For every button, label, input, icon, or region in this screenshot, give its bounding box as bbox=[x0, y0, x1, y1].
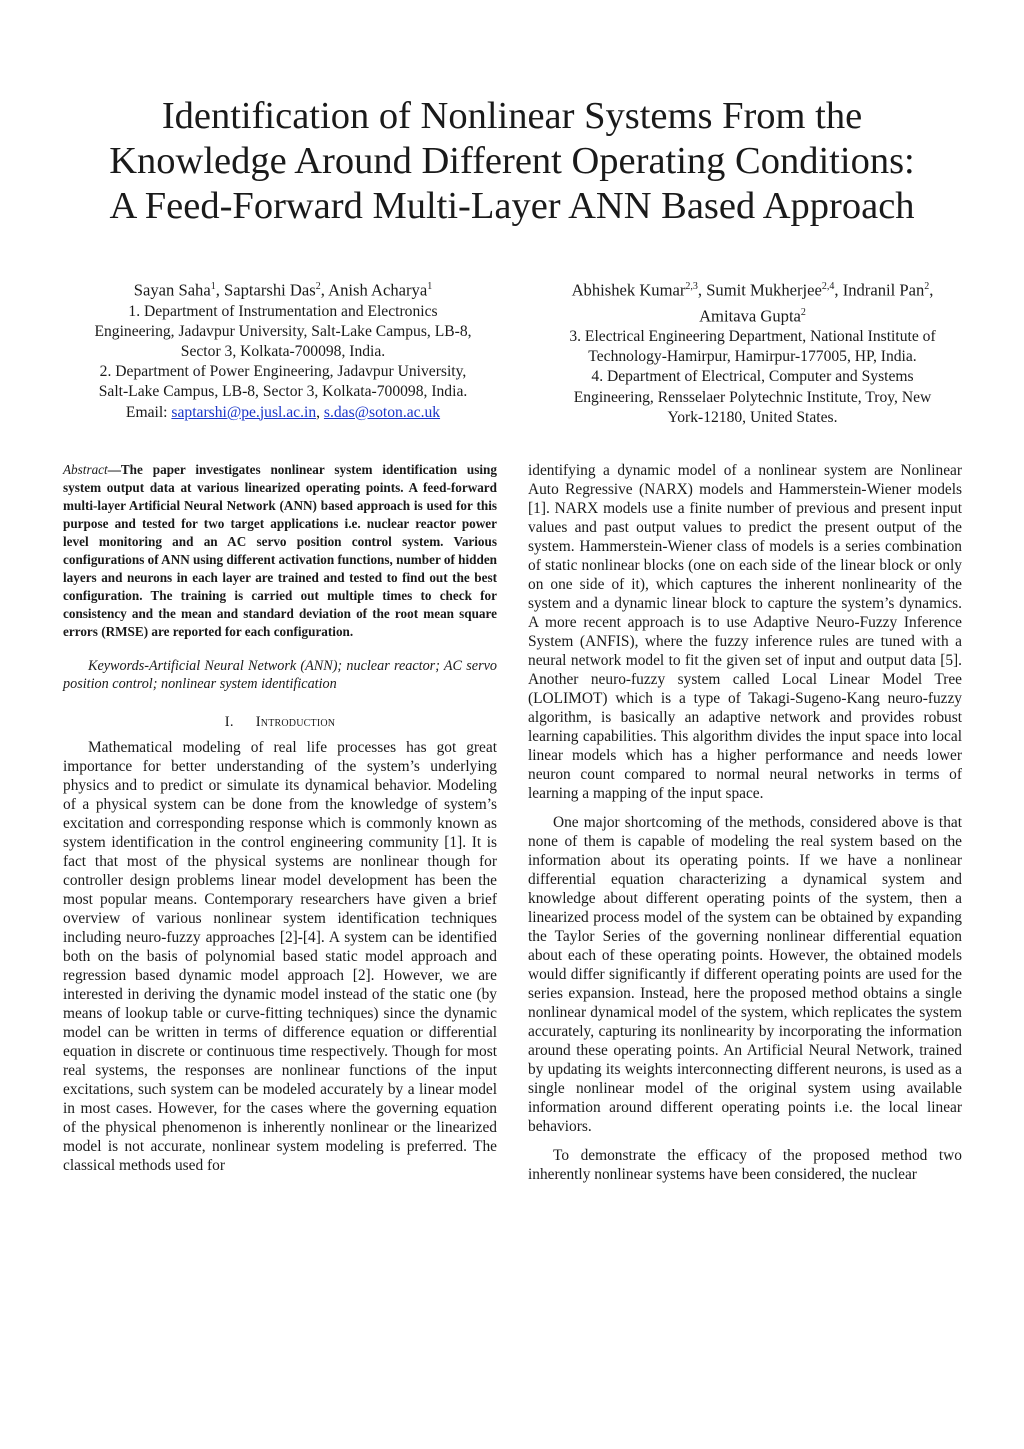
email-link-1[interactable]: saptarshi@pe.jusl.ac.in bbox=[171, 403, 317, 421]
abstract bbox=[63, 461, 497, 641]
author-name: Anish Acharya bbox=[328, 280, 428, 300]
section-title: Introduction bbox=[255, 714, 336, 730]
affiliation-line: 2. Department of Power Engineering, Jadavpur University, bbox=[99, 363, 467, 381]
author-names-right: Abhishek Kumar$^{2,3}$, Sumit Mukherjee$^{2,4}$, Indranil Pan$^2$, bbox=[571, 280, 934, 300]
email-line: Email: saptarshi@pe.jusl.ac.in, s.das@soton.ac.uk bbox=[125, 403, 441, 421]
author-name: Amitava Gupta bbox=[699, 306, 801, 326]
abstract-text: The paper investigates nonlinear system identification using system output data at various linearized operating points. A feed-forward multi-layer Artificial Neural Network (ANN) based approach is used for this purpose and tested for two target applications i.e. nuclear reactor power level monitoring and an AC servo position control system. Various configurations of ANN using different activation functions, number of hidden layers and neurons in each layer are trained and tested to find out the best configuration. The training is carried out multiple times to check for consistency and the mean and standard deviation of the root mean square errors (RMSE) are reported for each configuration. bbox=[63, 462, 498, 639]
paper-title bbox=[40, 94, 984, 229]
author-name: Sayan Saha bbox=[133, 280, 211, 300]
author-block-right bbox=[530, 276, 975, 428]
affiliation-line: York-12180, United States. bbox=[667, 408, 838, 426]
title-line-2: Knowledge Around Different Operating Conditions: bbox=[109, 140, 915, 182]
section-heading bbox=[63, 713, 497, 732]
abstract-label: Abstract bbox=[63, 462, 108, 477]
left-column bbox=[63, 461, 497, 1175]
right-column bbox=[528, 461, 962, 1184]
affiliation-sup: 1 bbox=[427, 281, 433, 292]
affiliation-line: 1. Department of Instrumentation and Electronics bbox=[128, 302, 438, 320]
affiliation-sup: 2,3 bbox=[685, 281, 698, 292]
affiliation-line: Engineering, Rensselaer Polytechnic Institute, Troy, New bbox=[573, 388, 932, 406]
affiliation-line: Sector 3, Kolkata-700098, India. bbox=[180, 342, 386, 360]
email-label: Email: bbox=[125, 403, 168, 421]
affiliation-sup: 2,4 bbox=[821, 281, 835, 292]
body-paragraph-2: identifying a dynamic model of a nonlinear system are Nonlinear Auto Regressive (NARX) models and Hammerstein-Wiener models [1]. NARX models use a finite number of previous and present input values and past output values to predict the present output of the system. Hammerstein-Wiener class of models is a series combination of static nonlinear blocks (one on each side of the linear block or only on one side of it), which captures the inherent nonlinearity of the system and a dynamic linear block to capture the system’s dynamics. A more recent approach is to use Adaptive Neuro-Fuzzy Inference System (ANFIS), where the fuzzy inference rules are tuned with a neural network model to fit the given set of input and output data [5]. Another neuro-fuzzy system called Local Linear Model Tree (LOLIMOT) which is a type of Takagi-Sugeno-Kang neuro-fuzzy algorithm, is basically an adaptive network and provides robust learning capabilities. This algorithm divides the input space into local linear models which has a higher performance and needs lower neuron count compared to normal neural networks in terms of learning a mapping of the input space. bbox=[528, 462, 962, 802]
affiliation-line: 4. Department of Electrical, Computer and Systems bbox=[591, 368, 914, 386]
section-number: I. bbox=[224, 714, 234, 730]
title-line-3: A Feed-Forward Multi-Layer ANN Based Approach bbox=[109, 185, 915, 227]
author-name: Indranil Pan bbox=[842, 280, 925, 300]
author-name: Sumit Mukherjee bbox=[706, 280, 822, 300]
author-block-left bbox=[58, 276, 508, 423]
author-names-left: Sayan Saha$^1$, Saptarshi Das$^2$, Anish Acharya$^1$ bbox=[133, 280, 433, 300]
body-paragraph-1: Mathematical modeling of real life processes has got great importance for better understanding of the system’s underlying physics and to predict or simulate its dynamical behavior. Modeling of a physical system can be done from the knowledge of system’s excitation and corresponding response which is commonly known as system identification in the control engineering community [1]. It is fact that most of the physical systems are nonlinear though for controller design problems linear model development has been the most popular means. Contemporary researchers have given a brief overview of various nonlinear system identification techniques including neuro-fuzzy approaches [2]-[4]. A system can be identified both on the basis of polynomial based static model approach and regression based dynamic model approach [2]. However, we are interested in deriving the dynamic model instead of the static one (by means of lookup table or curve-fitting techniques) since the dynamic model can be written in terms of difference equation or differential equation in discrete or continuous time respectively. Though for most real systems, the responses are nonlinear functions of the input excitations, such system can be modeled accurately by a linear model in most cases. However, for the cases where the governing equation of the physical phenomenon is inherently nonlinear or the linearized model is not accurate, nonlinear system modeling is preferred. The classical methods used for bbox=[63, 739, 497, 1174]
affiliation-line: Salt-Lake Campus, LB-8, Sector 3, Kolkata-700098, India. bbox=[98, 383, 468, 401]
affiliation-line: 3. Electrical Engineering Department, National Institute of bbox=[569, 328, 936, 346]
author-names-right-2 bbox=[530, 302, 975, 327]
title-line-1: Identification of Nonlinear Systems From the bbox=[161, 95, 863, 137]
affiliation-sup: 1 bbox=[210, 281, 216, 292]
affiliation-sup: 2 bbox=[315, 281, 321, 292]
body-paragraph-3: One major shortcoming of the methods, considered above is that none of them is capable of modeling the real system based on the information about its operating points. If we have a nonlinear differential equation characterizing a dynamical system and knowledge about different operating points of the system, then a linearized process model of the system can be obtained by expanding the Taylor Series of the governing nonlinear differential equation about each of these operating points. However, the obtained models would differ significantly if different operating points are used for the series expansion. Instead, here the proposed method obtains a single nonlinear dynamical model of the system, which replicates the system accurately, capturing its nonlinearity by incorporating the information around these operating points. An Artificial Neural Network, trained by updating its weights interconnecting different neurons, is used as a single nonlinear model of the original system using available information around different operating points i.e. the local linear behaviors. bbox=[528, 814, 962, 1135]
keywords: Keywords-Artificial Neural Network (ANN); nuclear reactor; AC servo position control; nonlinear system identification bbox=[63, 658, 497, 692]
body-paragraph-4: To demonstrate the efficacy of the proposed method two inherently nonlinear systems have been considered, the nuclear bbox=[528, 1147, 962, 1183]
author-name: Saptarshi Das bbox=[224, 280, 316, 300]
affiliation-sup: 2 bbox=[800, 306, 806, 318]
author-name: Abhishek Kumar bbox=[571, 280, 686, 300]
affiliation-sup: 2 bbox=[924, 281, 930, 292]
affiliation-line: Technology-Hamirpur, Hamirpur-177005, HP, India. bbox=[588, 348, 917, 366]
affiliation-line: Engineering, Jadavpur University, Salt-Lake Campus, LB-8, bbox=[94, 322, 472, 340]
email-link-2[interactable]: s.das@soton.ac.uk bbox=[323, 403, 441, 421]
abstract-dash: — bbox=[107, 462, 121, 477]
